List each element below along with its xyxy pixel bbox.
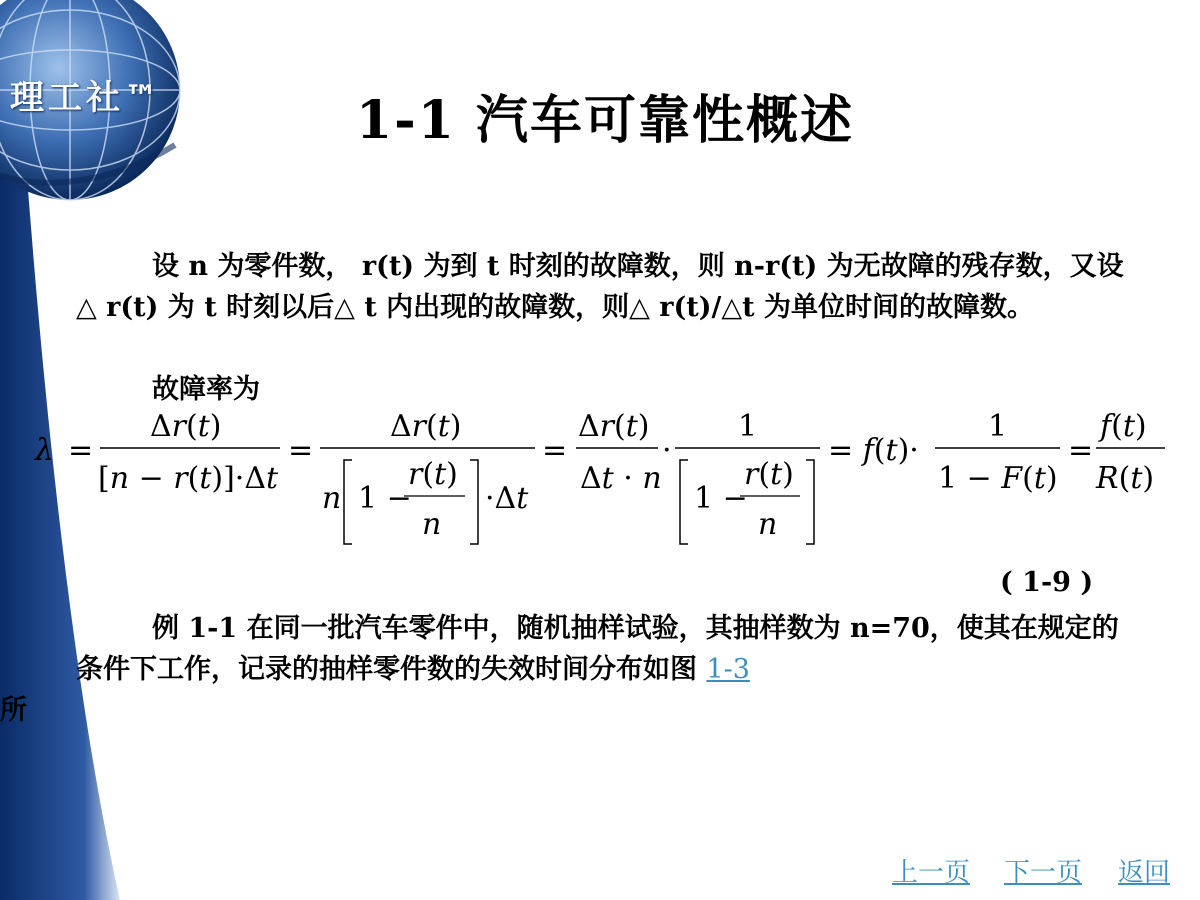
- svg-text:n: n: [422, 507, 442, 542]
- svg-text:1 −: 1 −: [694, 481, 748, 516]
- paragraph-failure-rate-label: 故障率为: [152, 374, 260, 405]
- paragraph-example: [0, 608, 1126, 731]
- svg-text:f(t): f(t): [1100, 409, 1147, 444]
- svg-text:r(t): r(t): [744, 457, 794, 492]
- svg-text:1 −: 1 −: [358, 481, 412, 516]
- svg-text:Δr(t): Δr(t): [578, 409, 650, 444]
- next-page-link[interactable]: 下一页: [1004, 858, 1083, 888]
- example-tail: 所: [0, 695, 27, 726]
- svg-text:Δr(t): Δr(t): [150, 409, 222, 444]
- svg-text:Δt · n: Δt · n: [580, 461, 662, 496]
- logo-text: 理工社™: [10, 78, 162, 118]
- svg-text:Δr(t): Δr(t): [390, 409, 462, 444]
- svg-text:1: 1: [988, 409, 1008, 444]
- svg-text:=: =: [68, 433, 94, 468]
- back-link[interactable]: 返回: [1118, 858, 1171, 888]
- paragraph-definition: 设 n 为零件数， r(t) 为到 t 时刻的故障数，则 n-r(t) 为无故障的残存数，又设△ r(t) 为 t 时刻以后△ t 内出现的故障数，则△ r(t)/△t 为单位时间的故障数。: [76, 251, 1124, 323]
- svg-text:[n − r(t)]·Δt: [n − r(t)]·Δt: [98, 461, 279, 496]
- svg-text:= f(t)·: = f(t)·: [828, 433, 919, 468]
- svg-text:1 − F(t): 1 − F(t): [938, 461, 1058, 496]
- example-text: 例 1-1 在同一批汽车零件中，随机抽样试验，其抽样数为 n=70，使其在规定的条件下工作，记录的抽样零件数的失效时间分布如图: [76, 613, 1119, 685]
- svg-text:=: =: [542, 433, 568, 468]
- svg-text:λ: λ: [35, 433, 55, 468]
- prev-page-link[interactable]: 上一页: [892, 858, 971, 888]
- equation-number: ( 1-9 ): [1000, 567, 1094, 598]
- page-title: 1-1 汽车可靠性概述: [355, 90, 855, 151]
- svg-text:=: =: [288, 433, 314, 468]
- figure-link[interactable]: 1-3: [706, 654, 750, 685]
- svg-text:=: =: [1068, 433, 1094, 468]
- failure-rate-formula: [30, 398, 1180, 558]
- svg-text:1: 1: [738, 409, 758, 444]
- svg-text:·Δt: ·Δt: [485, 481, 529, 516]
- svg-text:n: n: [322, 481, 342, 516]
- svg-text:r(t): r(t): [408, 457, 458, 492]
- svg-text:R(t): R(t): [1096, 461, 1155, 496]
- svg-text:·: ·: [662, 433, 672, 468]
- svg-text:n: n: [758, 507, 778, 542]
